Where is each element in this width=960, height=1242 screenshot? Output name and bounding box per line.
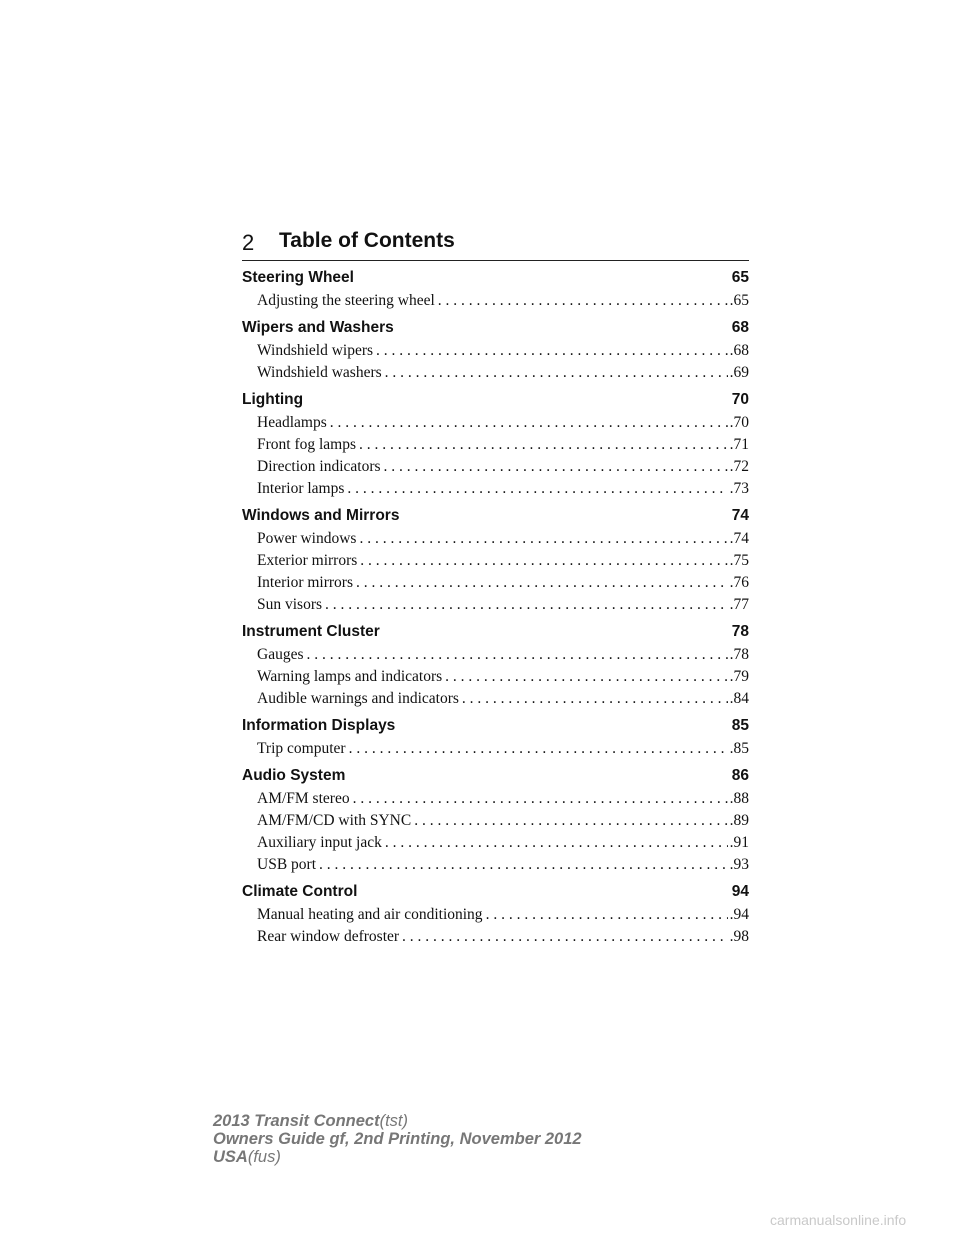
- dot-leader: [347, 478, 727, 500]
- dot-leader: [359, 528, 727, 550]
- entry-page: .88: [729, 790, 749, 807]
- dot-leader: [360, 550, 727, 572]
- entry-page: .89: [729, 812, 749, 829]
- entry-page: .77: [729, 596, 749, 613]
- section-page: 85: [731, 717, 749, 734]
- entry-label: Interior lamps: [257, 478, 347, 500]
- entry-page: .94: [729, 906, 749, 923]
- section-title: Audio System: [242, 767, 346, 784]
- toc-section-heading[interactable]: [242, 266, 749, 290]
- section-title: Lighting: [242, 391, 304, 408]
- toc-entry[interactable]: [242, 362, 749, 384]
- dot-leader: [385, 832, 728, 854]
- section-title: Instrument Cluster: [242, 623, 380, 640]
- toc-entry[interactable]: [242, 456, 749, 478]
- dot-leader: [356, 572, 728, 594]
- section-page: 70: [731, 391, 749, 408]
- entry-label: Trip computer: [257, 738, 349, 760]
- toc-section-heading[interactable]: [242, 880, 749, 904]
- entry-label: Windshield wipers: [257, 340, 376, 362]
- toc-section: [242, 620, 749, 710]
- entry-page: .76: [729, 574, 749, 591]
- entry-page: .91: [729, 834, 749, 851]
- toc-entry[interactable]: [242, 434, 749, 456]
- section-title: Windows and Mirrors: [242, 507, 400, 524]
- footer-model-code: (tst): [379, 1112, 409, 1130]
- dot-leader: [438, 290, 728, 312]
- toc-entry[interactable]: [242, 340, 749, 362]
- toc-entry[interactable]: [242, 478, 749, 500]
- entry-label: Gauges: [257, 644, 307, 666]
- entry-label: Exterior mirrors: [257, 550, 360, 572]
- dot-leader: [349, 738, 728, 760]
- watermark: carmanualsonline.info: [770, 1212, 907, 1228]
- toc-entry[interactable]: [242, 904, 749, 926]
- entry-label: Power windows: [257, 528, 359, 550]
- toc-section-heading[interactable]: [242, 388, 749, 412]
- footer-model: 2013 Transit Connect: [213, 1112, 380, 1130]
- toc-entry[interactable]: [242, 926, 749, 948]
- dot-leader: [462, 688, 728, 710]
- dot-leader: [414, 810, 727, 832]
- entry-label: Warning lamps and indicators: [257, 666, 445, 688]
- toc-section-heading[interactable]: [242, 620, 749, 644]
- toc-entry[interactable]: [242, 688, 749, 710]
- toc-section: [242, 880, 749, 948]
- entry-label: Interior mirrors: [257, 572, 356, 594]
- entry-label: Rear window defroster: [257, 926, 402, 948]
- toc-entry[interactable]: [242, 412, 749, 434]
- toc-section-heading[interactable]: [242, 764, 749, 788]
- entry-page: .70: [729, 414, 749, 431]
- page-title: Table of Contents: [279, 229, 455, 252]
- toc-section: [242, 504, 749, 616]
- dot-leader: [486, 904, 728, 926]
- toc-entry[interactable]: [242, 854, 749, 876]
- section-page: 94: [731, 883, 749, 900]
- toc-section: [242, 714, 749, 760]
- section-page: 74: [731, 507, 749, 524]
- dot-leader: [307, 644, 728, 666]
- entry-label: Direction indicators: [257, 456, 384, 478]
- dot-leader: [353, 788, 728, 810]
- entry-page: .65: [729, 292, 749, 309]
- footer-line-1: [213, 1112, 582, 1130]
- toc-entry[interactable]: [242, 550, 749, 572]
- toc-entry[interactable]: [242, 666, 749, 688]
- dot-leader: [384, 456, 728, 478]
- dot-leader: [359, 434, 728, 456]
- toc-entry[interactable]: [242, 810, 749, 832]
- toc-section: [242, 764, 749, 876]
- toc-section-heading[interactable]: [242, 504, 749, 528]
- section-page: 86: [731, 767, 749, 784]
- entry-page: .68: [729, 342, 749, 359]
- entry-page: .98: [729, 928, 749, 945]
- entry-page: .78: [729, 646, 749, 663]
- footer-market: USA: [213, 1148, 248, 1166]
- toc-section-heading[interactable]: [242, 316, 749, 340]
- toc-section: [242, 388, 749, 500]
- entry-label: AM/FM/CD with SYNC: [257, 810, 414, 832]
- section-page: 78: [731, 623, 749, 640]
- page-header: [242, 228, 749, 261]
- entry-label: Headlamps: [257, 412, 330, 434]
- toc-entry[interactable]: [242, 832, 749, 854]
- entry-page: .69: [729, 364, 749, 381]
- entry-page: .93: [729, 856, 749, 873]
- entry-label: AM/FM stereo: [257, 788, 353, 810]
- entry-page: .74: [729, 530, 749, 547]
- entry-page: .85: [729, 740, 749, 757]
- dot-leader: [330, 412, 728, 434]
- entry-label: Auxiliary input jack: [257, 832, 385, 854]
- dot-leader: [445, 666, 727, 688]
- entry-page: .75: [729, 552, 749, 569]
- toc-entry[interactable]: [242, 644, 749, 666]
- entry-label: Adjusting the steering wheel: [257, 290, 438, 312]
- entry-page: .72: [729, 458, 749, 475]
- section-page: 65: [731, 269, 749, 286]
- toc-entry[interactable]: [242, 528, 749, 550]
- entry-label: Windshield washers: [257, 362, 385, 384]
- entry-page: .84: [729, 690, 749, 707]
- section-title: Wipers and Washers: [242, 319, 394, 336]
- toc-entry[interactable]: [242, 788, 749, 810]
- dot-leader: [402, 926, 728, 948]
- section-title: Information Displays: [242, 717, 396, 734]
- toc-entry[interactable]: [242, 572, 749, 594]
- section-title: Steering Wheel: [242, 269, 354, 286]
- toc-section-heading[interactable]: [242, 714, 749, 738]
- dot-leader: [325, 594, 728, 616]
- toc-entry[interactable]: [242, 290, 749, 312]
- toc-entry[interactable]: [242, 594, 749, 616]
- entry-page: .71: [729, 436, 749, 453]
- entry-label: USB port: [257, 854, 319, 876]
- toc-section: [242, 316, 749, 384]
- dot-leader: [385, 362, 728, 384]
- table-of-contents: [242, 266, 749, 952]
- footer-market-code: (fus): [247, 1148, 281, 1166]
- entry-label: Manual heating and air conditioning: [257, 904, 486, 926]
- entry-page: .79: [729, 668, 749, 685]
- dot-leader: [319, 854, 728, 876]
- footer-line-2: Owners Guide gf, 2nd Printing, November 2012: [213, 1130, 582, 1148]
- section-page: 68: [731, 319, 749, 336]
- entry-label: Audible warnings and indicators: [257, 688, 462, 710]
- footer-line-3: [213, 1148, 582, 1166]
- toc-section: [242, 266, 749, 312]
- entry-page: .73: [729, 480, 749, 497]
- toc-entry[interactable]: [242, 738, 749, 760]
- entry-label: Front fog lamps: [257, 434, 359, 456]
- document-footer: [213, 1112, 582, 1166]
- dot-leader: [376, 340, 728, 362]
- page-number: 2: [242, 230, 255, 255]
- section-title: Climate Control: [242, 883, 358, 900]
- entry-label: Sun visors: [257, 594, 325, 616]
